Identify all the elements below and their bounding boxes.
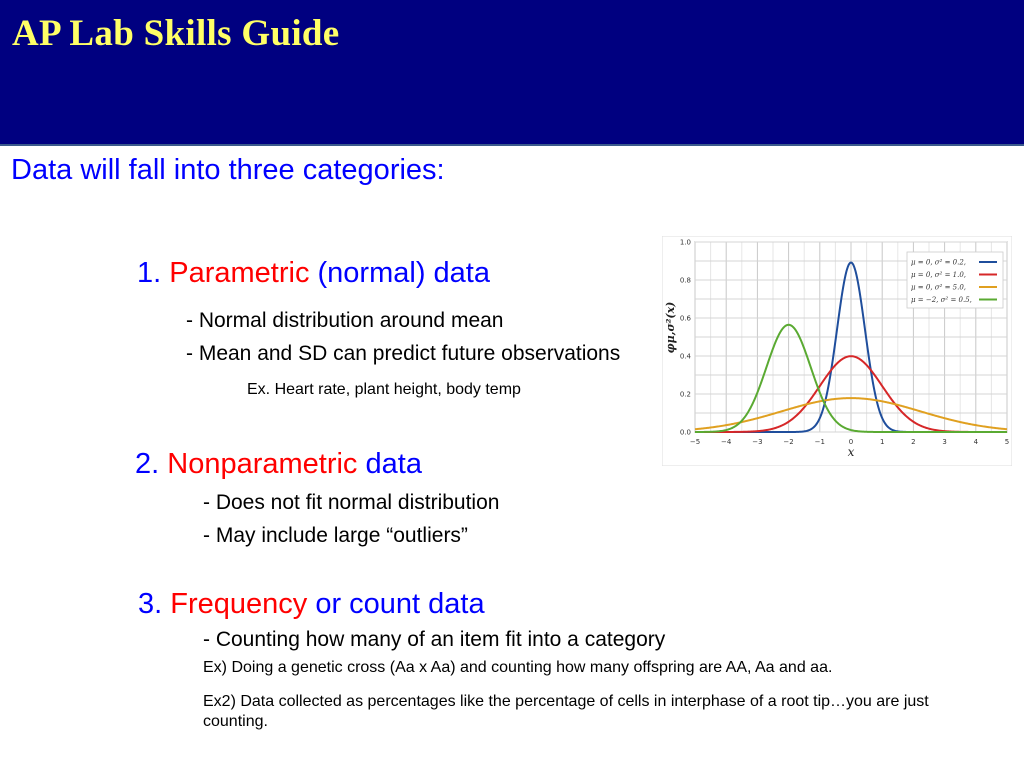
category-1-bullet-1: - Normal distribution around mean xyxy=(186,309,504,332)
normal-distribution-chart xyxy=(662,236,1012,466)
category-1-rest: (normal) data xyxy=(317,257,490,289)
x-tick-label: −1 xyxy=(814,438,825,446)
category-2-bullet-1: - Does not fit normal distribution xyxy=(203,491,500,514)
category-3-bullet-1: - Counting how many of an item fit into a category xyxy=(203,628,666,651)
legend-label-3: μ = 0, σ² = 5.0, xyxy=(911,283,967,292)
category-3-heading xyxy=(138,588,485,621)
x-tick-label: 3 xyxy=(942,438,947,446)
category-3-number: 3. xyxy=(138,588,163,620)
category-2-heading xyxy=(135,448,422,481)
category-2-rest: data xyxy=(365,448,422,480)
y-tick-label: 1.0 xyxy=(679,238,691,247)
x-tick-label: 0 xyxy=(848,438,854,446)
category-3-example-1: Ex) Doing a genetic cross (Aa x Aa) and counting how many offspring are AA, Aa and aa. xyxy=(203,659,833,676)
legend-label-2: μ = 0, σ² = 1.0, xyxy=(911,271,967,279)
category-1-heading xyxy=(137,257,490,290)
x-tick-label: −5 xyxy=(689,438,701,446)
y-axis-label: φμ,σ²(x) xyxy=(664,301,677,354)
x-tick-label: −2 xyxy=(783,438,794,446)
title-banner xyxy=(0,0,1024,146)
slide-subtitle: Data will fall into three categories: xyxy=(11,154,445,186)
category-1-highlight: Parametric xyxy=(169,257,310,289)
chart-svg xyxy=(662,236,1012,466)
category-2-bullet-2: - May include large “outliers” xyxy=(203,524,468,547)
legend-label-4: μ = −2, σ² = 0.5, xyxy=(911,296,972,304)
x-tick-label: 2 xyxy=(911,438,916,446)
y-tick-label: 0.0 xyxy=(679,428,691,437)
category-1-example: Ex. Heart rate, plant height, body temp xyxy=(247,381,521,398)
category-1-number: 1. xyxy=(137,257,162,289)
y-tick-label: 0.4 xyxy=(679,352,691,361)
x-tick-label: 5 xyxy=(1004,438,1010,446)
legend-label-1: μ = 0, σ² = 0.2, xyxy=(911,258,967,267)
y-tick-label: 0.8 xyxy=(679,276,691,285)
category-2-number: 2. xyxy=(135,448,160,480)
x-tick-label: −3 xyxy=(752,438,763,446)
slide-title: AP Lab Skills Guide xyxy=(12,13,340,54)
y-tick-label: 0.6 xyxy=(679,314,691,323)
x-tick-label: −4 xyxy=(721,438,732,446)
category-1-bullet-2: - Mean and SD can predict future observations xyxy=(186,342,621,365)
category-3-highlight: Frequency xyxy=(170,588,308,620)
category-3-rest: or count data xyxy=(315,588,485,620)
category-2-highlight: Nonparametric xyxy=(167,448,358,480)
x-tick-label: 1 xyxy=(879,438,885,446)
category-3-example-2: Ex2) Data collected as percentages like the percentage of cells in interphase of a root tip…you are just counting. xyxy=(203,693,929,730)
x-tick-label: 4 xyxy=(973,438,979,446)
y-tick-label: 0.2 xyxy=(679,390,691,399)
x-axis-label: x xyxy=(847,445,855,459)
